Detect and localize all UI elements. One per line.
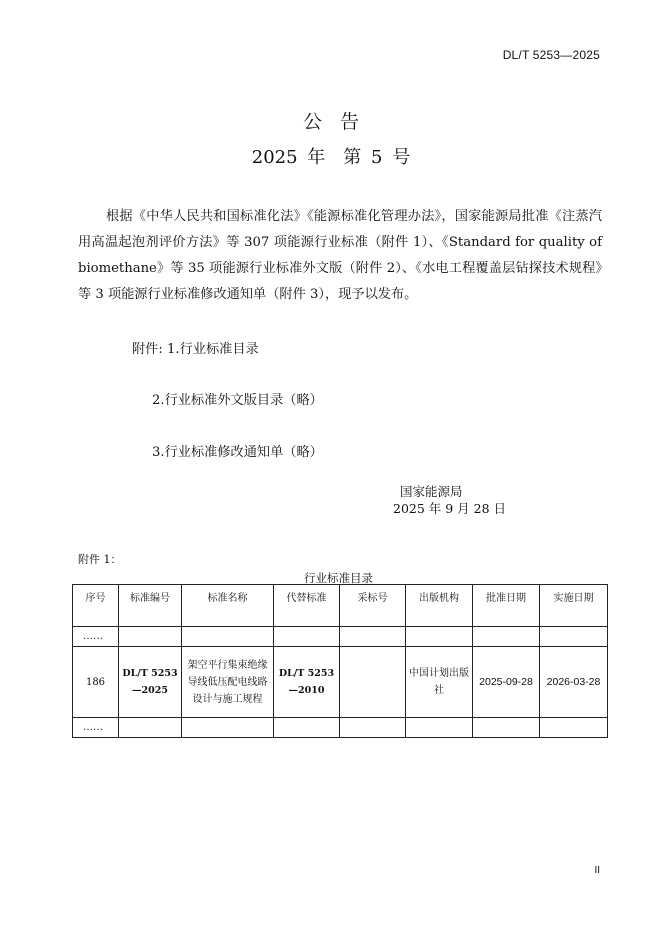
cell-publisher: 中国计划出版社	[406, 647, 473, 718]
table-row	[73, 718, 608, 738]
table-row	[73, 647, 608, 718]
attachment-item-1: 附件: 1.行业标准目录	[132, 342, 259, 357]
col-header-seq: 序号	[73, 585, 119, 627]
attachment-item-3: 3.行业标准修改通知单（略）	[152, 445, 323, 460]
issue-date: 2025 年 9 月 28 日	[393, 501, 507, 516]
ellipsis-cell: ……	[73, 718, 119, 738]
announcement-number: 2025 年 第 5 号	[251, 147, 411, 168]
cell-std-no-line2: —2025	[132, 685, 168, 696]
attachment-label: 附件 1：	[78, 553, 122, 566]
cell-replaces	[274, 647, 340, 718]
cell-adopted	[340, 647, 406, 718]
cell-seq: 186	[73, 647, 119, 718]
cell-replaces-line1: DL/T 5253	[278, 668, 335, 679]
table-row	[73, 627, 608, 647]
cell-replaces-line2: —2010	[288, 685, 325, 696]
table-title: 行业标准目录	[304, 571, 373, 585]
cell-name: 架空平行集束绝缘导线低压配电线路设计与施工规程	[182, 647, 274, 718]
col-header-approve-date: 批准日期	[473, 585, 540, 627]
col-header-std-no: 标准编号	[119, 585, 182, 627]
cell-std-no-line1: DL/T 5253	[122, 668, 178, 679]
col-header-name: 标准名称	[182, 585, 274, 627]
ellipsis-cell: ……	[73, 627, 119, 647]
col-header-effective-date: 实施日期	[540, 585, 608, 627]
issuer: 国家能源局	[400, 485, 463, 499]
doc-code: DL/T 5253—2025	[502, 48, 600, 62]
announcement-body: 根据《中华人民共和国标准化法》《能源标准化管理办法》，国家能源局批准《注蒸汽用高温起泡剂评价方法》等 307 项能源行业标准（附件 1）、《Standard for quality of biomethane》等 35 项能源行业标准外文版（附件 2）、《水电工程覆盖层钻探技术规程》等 3 项能源行业标准修改通知单（附件 3），现予以发布。	[78, 209, 602, 302]
cell-approve-date: 2025-09-28	[473, 647, 540, 718]
col-header-adopted: 采标号	[340, 585, 406, 627]
standards-table	[72, 584, 608, 738]
attachment-item-2: 2.行业标准外文版目录（略）	[152, 393, 323, 408]
table-header-row	[73, 585, 608, 627]
page-number: II	[594, 865, 600, 876]
col-header-replaces: 代替标准	[274, 585, 340, 627]
page-title: 公告	[302, 111, 377, 133]
col-header-publisher: 出版机构	[406, 585, 473, 627]
cell-effective-date: 2026-03-28	[540, 647, 608, 718]
cell-std-no	[119, 647, 182, 718]
